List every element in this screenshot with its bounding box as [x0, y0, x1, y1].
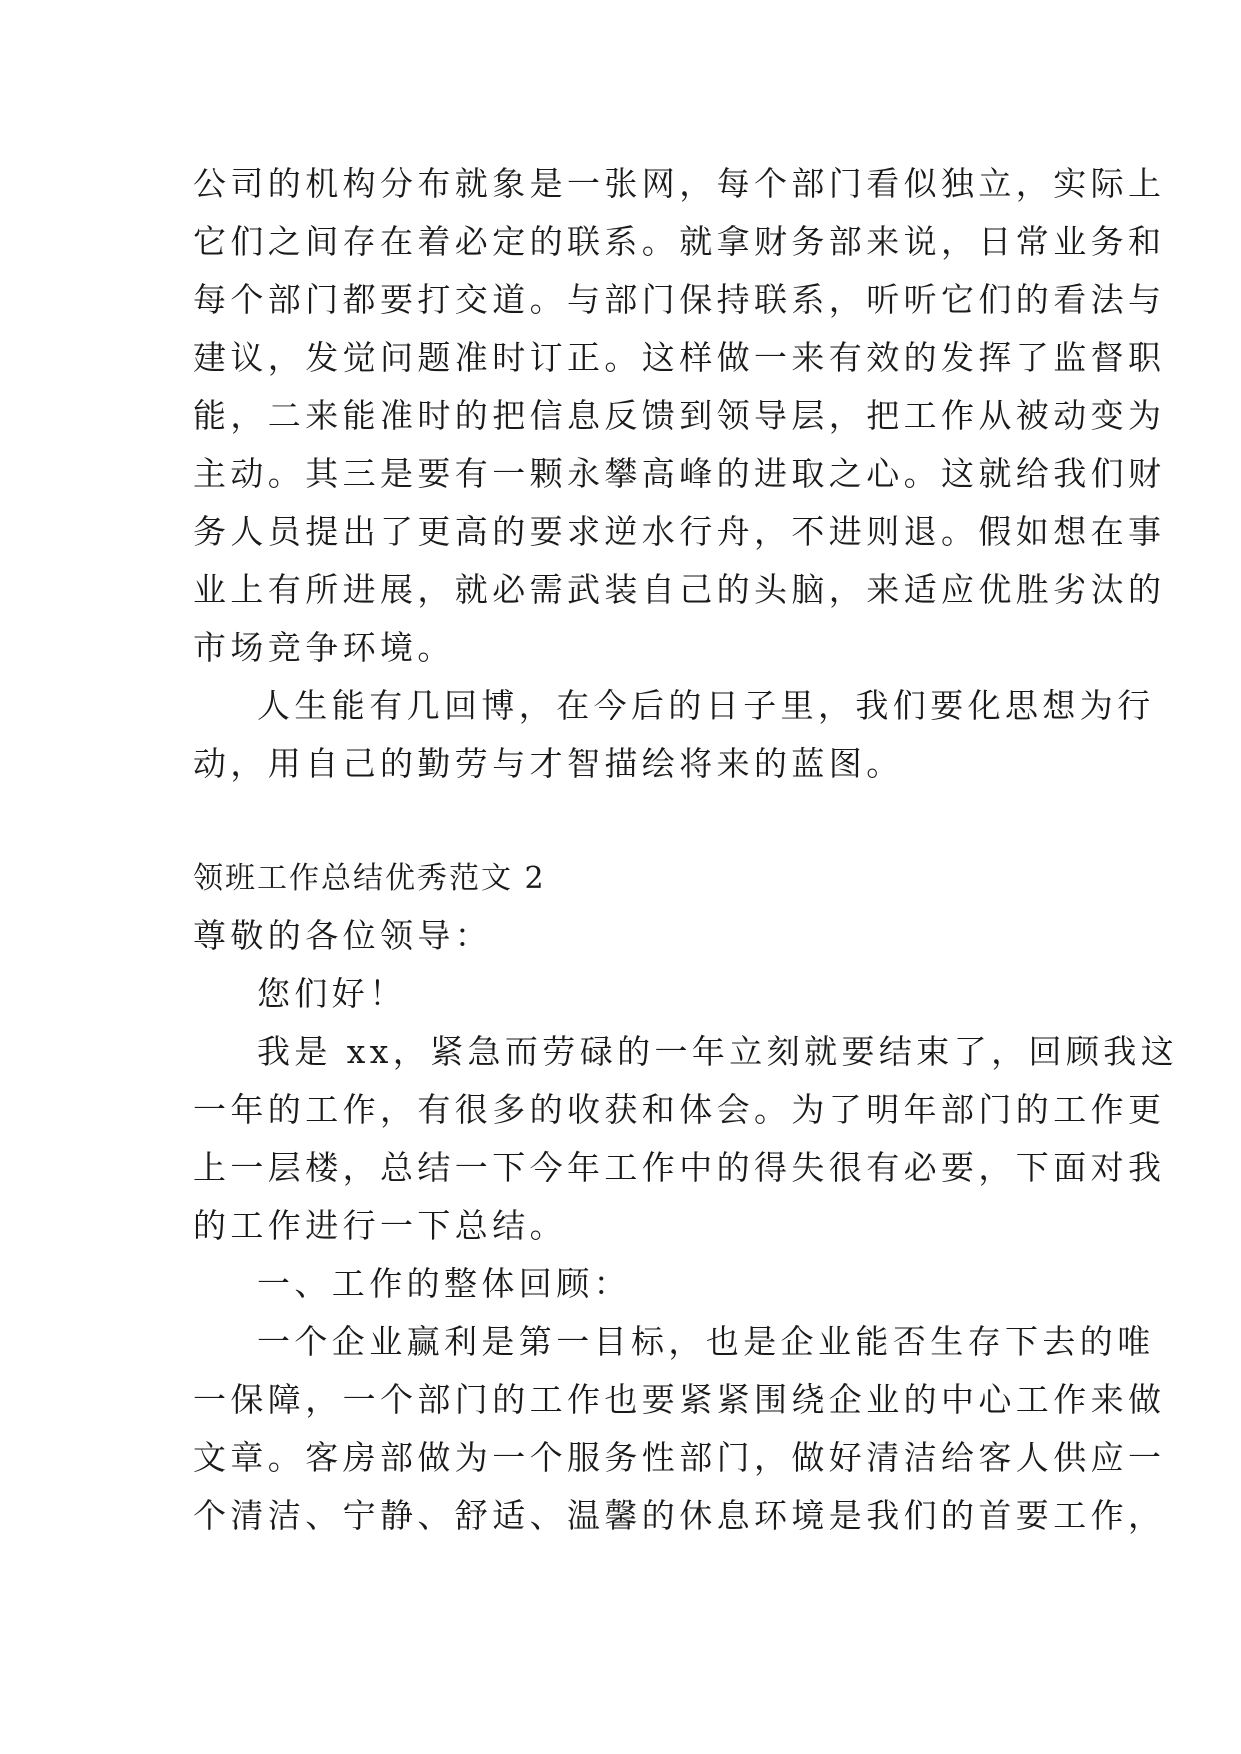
paragraph-1-line: 主动。其三是要有一颗永攀高峰的进取之心。这就给我们财 — [193, 454, 1166, 493]
paragraph-2-line: 动，用自己的勤劳与才智描绘将来的蓝图。 — [193, 744, 904, 783]
greeting: 您们好！ — [257, 974, 407, 1013]
paragraph-3-line: 上一层楼，总结一下今年工作中的得失很有必要，下面对我 — [193, 1148, 1166, 1187]
paragraph-1-line: 业上有所进展，就必需武装自己的头脑，来适应优胜劣汰的 — [193, 570, 1166, 609]
paragraph-1-line: 它们之间存在着必定的联系。就拿财务部来说，日常业务和 — [193, 222, 1166, 261]
paragraph-2-line: 人生能有几回博，在今后的日子里，我们要化思想为行 — [257, 686, 1155, 725]
paragraph-4-line: 个清洁、宁静、舒适、温馨的休息环境是我们的首要工作， — [193, 1496, 1166, 1535]
paragraph-3-line: 一年的工作，有很多的收获和体会。为了明年部门的工作更 — [193, 1090, 1166, 1129]
salutation: 尊敬的各位领导： — [193, 916, 493, 955]
paragraph-3-line: 我是 xx，紧急而劳碌的一年立刻就要结束了，回顾我这 — [257, 1032, 1179, 1071]
paragraph-1-line: 每个部门都要打交道。与部门保持联系，听听它们的看法与 — [193, 280, 1166, 319]
paragraph-1-line: 建议，发觉问题准时订正。这样做一来有效的发挥了监督职 — [193, 338, 1166, 377]
paragraph-1-line: 市场竞争环境。 — [193, 628, 455, 667]
paragraph-1-line: 公司的机构分布就象是一张网，每个部门看似独立，实际上 — [193, 164, 1166, 203]
section-title: 领班工作总结优秀范文 2 — [193, 861, 546, 896]
paragraph-4-line: 文章。客房部做为一个服务性部门，做好清洁给客人供应一 — [193, 1438, 1166, 1477]
paragraph-3-line: 的工作进行一下总结。 — [193, 1206, 567, 1245]
paragraph-1-line: 能，二来能准时的把信息反馈到领导层，把工作从被动变为 — [193, 396, 1166, 435]
paragraph-1-line: 务人员提出了更高的要求逆水行舟，不进则退。假如想在事 — [193, 512, 1166, 551]
paragraph-4-line: 一个企业赢利是第一目标，也是企业能否生存下去的唯 — [257, 1322, 1155, 1361]
subheading: 一、工作的整体回顾： — [257, 1264, 631, 1303]
paragraph-4-line: 一保障，一个部门的工作也要紧紧围绕企业的中心工作来做 — [193, 1380, 1166, 1419]
